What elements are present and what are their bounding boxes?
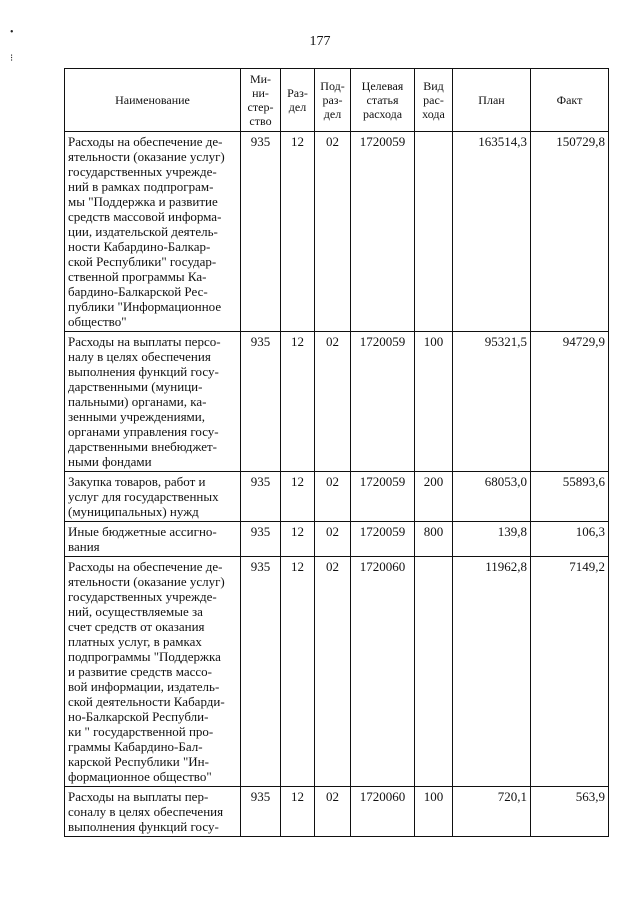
cell-section: 12 [281,132,315,332]
cell-plan: 720,1 [453,787,531,837]
cell-kind: 800 [415,522,453,557]
header-fact: Факт [531,69,609,132]
table-row [65,522,609,557]
cell-name: Закупка товаров, работ и услуг для государственных (муниципальных) нужд [65,472,241,522]
cell-plan: 163514,3 [453,132,531,332]
cell-section: 12 [281,522,315,557]
cell-kind: 100 [415,332,453,472]
cell-plan: 11962,8 [453,557,531,787]
cell-article: 1720059 [351,132,415,332]
margin-mark: • [10,27,14,38]
cell-section: 12 [281,787,315,837]
table-row [65,132,609,332]
table-row [65,557,609,787]
budget-table [64,68,609,837]
cell-subsection: 02 [315,332,351,472]
cell-name: Расходы на выплаты пер- соналу в целях обеспечения выполнения функций госу- [65,787,241,837]
cell-section: 12 [281,472,315,522]
cell-article: 1720060 [351,557,415,787]
table-row [65,332,609,472]
cell-ministry: 935 [241,522,281,557]
cell-plan: 95321,5 [453,332,531,472]
table-header-row [65,69,609,132]
cell-kind: 200 [415,472,453,522]
cell-ministry: 935 [241,557,281,787]
cell-name: Расходы на обеспечение де- ятельности (оказание услуг) государственных учрежде- ний, осуществляемые за счет средств от оказания платных услуг, в рамках подпрограммы "Поддержка и развитие средств массо- вой информации, издатель- ской деятельности Кабарди- но-Балкарской Республи- ки " государственной про- граммы Кабардино-Бал- карской Республики "Ин- формационное общество" [65,557,241,787]
cell-name: Расходы на выплаты персо- налу в целях обеспечения выполнения функций госу- дарственными (муници- пальными) органами, ка- зенными учреждениями, органами управления госу- дарственными внебюджет- ными фондами [65,332,241,472]
cell-ministry: 935 [241,132,281,332]
cell-kind [415,557,453,787]
cell-article: 1720059 [351,472,415,522]
cell-kind: 100 [415,787,453,837]
header-ministry: Ми- ни- стер- ство [241,69,281,132]
cell-subsection: 02 [315,522,351,557]
cell-name: Расходы на обеспечение де- ятельности (оказание услуг) государственных учрежде- ний в рамках подпрограм- мы "Поддержка и развитие средств массовой информа- ции, издательской деятель- ности Кабардино-Балкар- ской Республики" государ- ственной программы Ка- бардино-Балкарской Рес- публики "Информационное общество" [65,132,241,332]
cell-fact: 563,9 [531,787,609,837]
header-kind: Вид рас- хода [415,69,453,132]
page-number: 177 [309,34,331,49]
header-subsection: Под- раз- дел [315,69,351,132]
cell-fact: 94729,9 [531,332,609,472]
cell-section: 12 [281,332,315,472]
cell-kind [415,132,453,332]
cell-fact: 7149,2 [531,557,609,787]
cell-fact: 106,3 [531,522,609,557]
cell-article: 1720060 [351,787,415,837]
cell-fact: 55893,6 [531,472,609,522]
cell-subsection: 02 [315,132,351,332]
cell-subsection: 02 [315,557,351,787]
cell-subsection: 02 [315,787,351,837]
cell-plan: 139,8 [453,522,531,557]
header-article: Целевая статья расхода [351,69,415,132]
cell-subsection: 02 [315,472,351,522]
cell-article: 1720059 [351,332,415,472]
cell-ministry: 935 [241,787,281,837]
cell-ministry: 935 [241,472,281,522]
margin-mark: ⁝ [10,53,14,64]
cell-fact: 150729,8 [531,132,609,332]
table-row [65,787,609,837]
cell-name: Иные бюджетные ассигно- вания [65,522,241,557]
cell-article: 1720059 [351,522,415,557]
header-section: Раз- дел [281,69,315,132]
cell-ministry: 935 [241,332,281,472]
table-row [65,472,609,522]
cell-section: 12 [281,557,315,787]
cell-plan: 68053,0 [453,472,531,522]
header-plan: План [453,69,531,132]
header-name: Наименование [65,69,241,132]
